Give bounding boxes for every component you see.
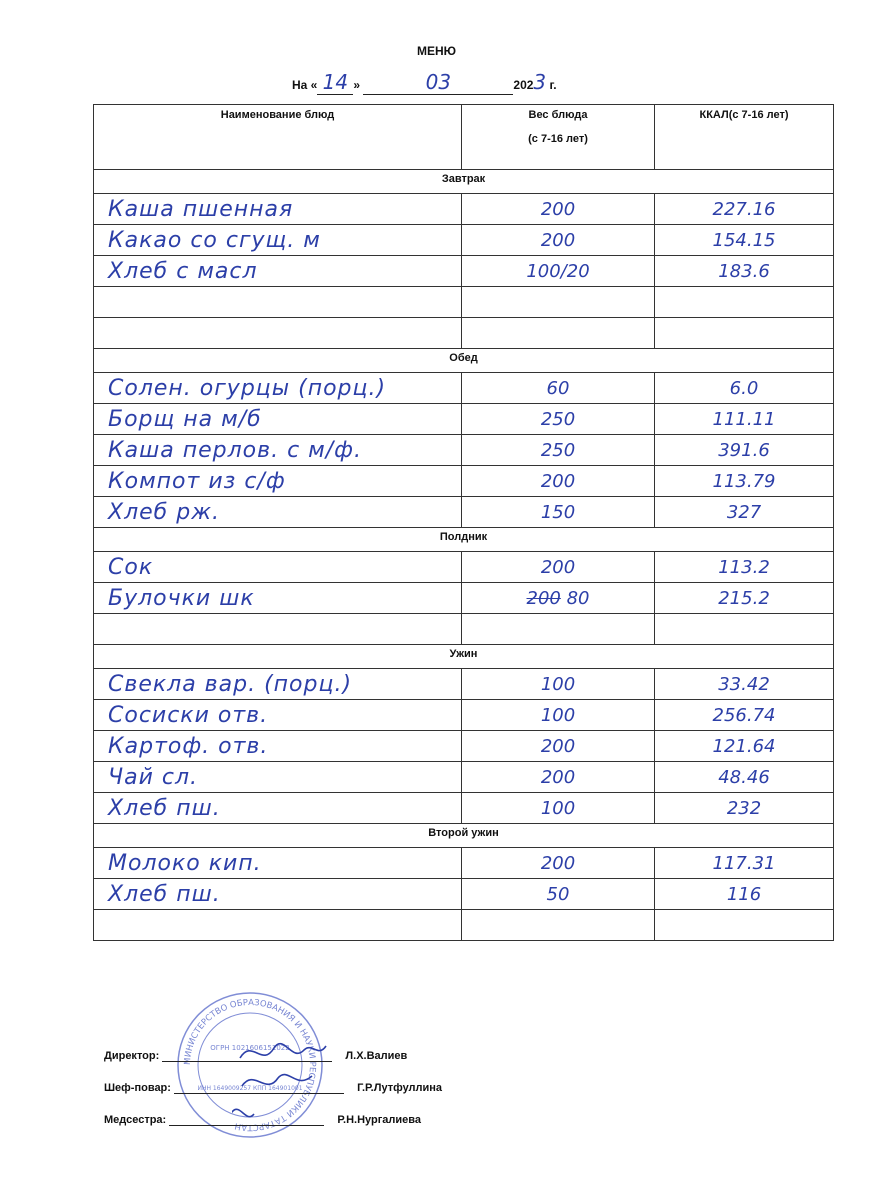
dish-weight-cell	[462, 583, 655, 614]
table-row	[94, 225, 834, 256]
dish-weight-cell	[462, 700, 655, 731]
dish-weight-cell	[462, 194, 655, 225]
table-row	[94, 879, 834, 910]
empty-cell	[655, 614, 834, 645]
dish-weight: 250	[540, 408, 576, 430]
dish-name: Сок	[94, 552, 462, 583]
section-header-row	[94, 170, 834, 194]
dish-weight: 200	[540, 852, 576, 874]
dish-kcal: 232	[655, 793, 834, 824]
dish-kcal: 111.11	[655, 404, 834, 435]
section-title: Завтрак	[94, 170, 834, 194]
dish-weight: 200	[540, 556, 576, 578]
table-row	[94, 466, 834, 497]
table-row	[94, 583, 834, 614]
dish-name: Молоко кип.	[94, 848, 462, 879]
dish-weight: 200	[540, 229, 576, 251]
section-title: Полдник	[94, 528, 834, 552]
dish-kcal: 215.2	[655, 583, 834, 614]
table-row	[94, 373, 834, 404]
date-year-suffix: 3	[533, 70, 547, 94]
dish-weight: 150	[540, 501, 576, 523]
chef-signature-line	[104, 1082, 442, 1094]
dish-kcal: 121.64	[655, 731, 834, 762]
dish-kcal: 6.0	[655, 373, 834, 404]
dish-kcal: 183.6	[655, 256, 834, 287]
date-year-prefix: 202	[513, 78, 534, 92]
dish-weight-cell	[462, 497, 655, 528]
dish-kcal: 327	[655, 497, 834, 528]
dish-kcal: 391.6	[655, 435, 834, 466]
dish-name: Компот из с/ф	[94, 466, 462, 497]
date-mid: »	[353, 78, 361, 92]
dish-kcal: 154.15	[655, 225, 834, 256]
menu-body	[94, 170, 834, 941]
nurse-signature-line	[104, 1114, 421, 1126]
table-header-row	[94, 105, 834, 170]
dish-kcal: 113.2	[655, 552, 834, 583]
dish-kcal: 117.31	[655, 848, 834, 879]
empty-cell	[462, 614, 655, 645]
dish-weight-cell	[462, 225, 655, 256]
menu-title: МЕНЮ	[416, 44, 457, 58]
section-title: Обед	[94, 349, 834, 373]
dish-name: Каша перлов. с м/ф.	[94, 435, 462, 466]
dish-weight-cell	[462, 466, 655, 497]
section-header-row	[94, 645, 834, 669]
section-header-row	[94, 528, 834, 552]
dish-kcal: 33.42	[655, 669, 834, 700]
col-weight-sublabel: (с 7-16 лет)	[528, 133, 588, 145]
empty-cell	[462, 910, 655, 941]
table-row	[94, 731, 834, 762]
dish-weight-cell	[462, 848, 655, 879]
table-row	[94, 435, 834, 466]
table-row	[94, 404, 834, 435]
dish-kcal: 116	[655, 879, 834, 910]
table-row	[94, 848, 834, 879]
empty-cell	[462, 318, 655, 349]
dish-weight: 200	[540, 766, 576, 788]
chef-signature	[174, 1093, 344, 1094]
date-month: 03	[363, 70, 513, 95]
director-signature	[162, 1061, 332, 1062]
dish-kcal: 48.46	[655, 762, 834, 793]
svg-text:МИНИСТЕРСТВО ОБРАЗОВАНИЯ И НАУ	[183, 998, 317, 1132]
nurse-name: Р.Н.Нургалиева	[337, 1114, 422, 1126]
date-day: 14	[317, 70, 353, 95]
dish-weight-struck: 200	[526, 587, 561, 609]
dish-kcal: 227.16	[655, 194, 834, 225]
table-row	[94, 497, 834, 528]
empty-cell	[94, 287, 462, 318]
table-row	[94, 793, 834, 824]
chef-name: Г.Р.Лутфуллина	[357, 1082, 443, 1094]
dish-weight: 250	[540, 439, 576, 461]
dish-weight: 50	[546, 883, 570, 905]
dish-weight-cell	[462, 879, 655, 910]
dish-name: Сосиски отв.	[94, 700, 462, 731]
empty-cell	[655, 910, 834, 941]
table-row	[94, 256, 834, 287]
stamp-inn: ИНН 1649009257 КПП 164901001	[197, 1085, 303, 1092]
nurse-label: Медсестра:	[104, 1114, 167, 1126]
table-row	[94, 552, 834, 583]
dish-weight: 100	[540, 704, 576, 726]
date-end: г.	[549, 78, 557, 92]
empty-cell	[94, 614, 462, 645]
dish-name: Булочки шк	[94, 583, 462, 614]
dish-weight-cell	[462, 762, 655, 793]
nurse-signature	[169, 1125, 324, 1126]
col-weight-header	[462, 105, 655, 170]
dish-weight: 100	[540, 673, 576, 695]
stamp-ogrn: ОГРН 1021606151022	[210, 1044, 290, 1052]
table-row	[94, 700, 834, 731]
dish-weight: 100	[540, 797, 576, 819]
director-label: Директор:	[104, 1050, 160, 1062]
empty-cell	[655, 287, 834, 318]
empty-row	[94, 614, 834, 645]
dish-weight-cell	[462, 669, 655, 700]
empty-cell	[94, 910, 462, 941]
section-title: Ужин	[94, 645, 834, 669]
section-title: Второй ужин	[94, 824, 834, 848]
dish-weight-cell	[462, 731, 655, 762]
chef-label: Шеф-повар:	[104, 1082, 171, 1094]
menu-table	[93, 104, 834, 941]
dish-name: Хлеб рж.	[94, 497, 462, 528]
dish-weight: 60	[546, 377, 570, 399]
dish-name: Хлеб пш.	[94, 793, 462, 824]
table-row	[94, 194, 834, 225]
stamp-ring-text: МИНИСТЕРСТВО ОБРАЗОВАНИЯ И НАУКИ РЕСПУБЛИКИ ТАТАРСТАН	[182, 997, 318, 1133]
dish-name: Борщ на м/б	[94, 404, 462, 435]
empty-cell	[462, 287, 655, 318]
table-row	[94, 669, 834, 700]
dish-kcal: 113.79	[655, 466, 834, 497]
dish-weight-cell	[462, 373, 655, 404]
dish-name: Хлеб с масл	[94, 256, 462, 287]
director-signature-line	[104, 1050, 407, 1062]
section-header-row	[94, 349, 834, 373]
empty-cell	[94, 318, 462, 349]
table-row	[94, 762, 834, 793]
col-name-header: Наименование блюд	[94, 105, 462, 170]
dish-weight-cell	[462, 552, 655, 583]
empty-row	[94, 318, 834, 349]
dish-weight: 100/20	[526, 260, 590, 282]
director-name: Л.Х.Валиев	[345, 1050, 408, 1062]
dish-weight: 200	[540, 735, 576, 757]
dish-kcal: 256.74	[655, 700, 834, 731]
dish-weight: 80	[566, 587, 590, 609]
date-prefix: На «	[292, 78, 318, 92]
menu-date	[292, 70, 557, 95]
dish-name: Солен. огурцы (порц.)	[94, 373, 462, 404]
dish-name: Свекла вар. (порц.)	[94, 669, 462, 700]
dish-weight-cell	[462, 256, 655, 287]
dish-weight: 200	[540, 198, 576, 220]
col-kcal-header: ККАЛ(с 7-16 лет)	[655, 105, 834, 170]
dish-name: Хлеб пш.	[94, 879, 462, 910]
dish-weight-cell	[462, 793, 655, 824]
section-header-row	[94, 824, 834, 848]
empty-row	[94, 910, 834, 941]
col-weight-label: Вес блюда	[528, 109, 588, 121]
dish-name: Картоф. отв.	[94, 731, 462, 762]
dish-name: Каша пшенная	[94, 194, 462, 225]
dish-weight-cell	[462, 435, 655, 466]
empty-row	[94, 287, 834, 318]
dish-name: Какао со сгущ. м	[94, 225, 462, 256]
empty-cell	[655, 318, 834, 349]
dish-name: Чай сл.	[94, 762, 462, 793]
dish-weight-cell	[462, 404, 655, 435]
dish-weight: 200	[540, 470, 576, 492]
